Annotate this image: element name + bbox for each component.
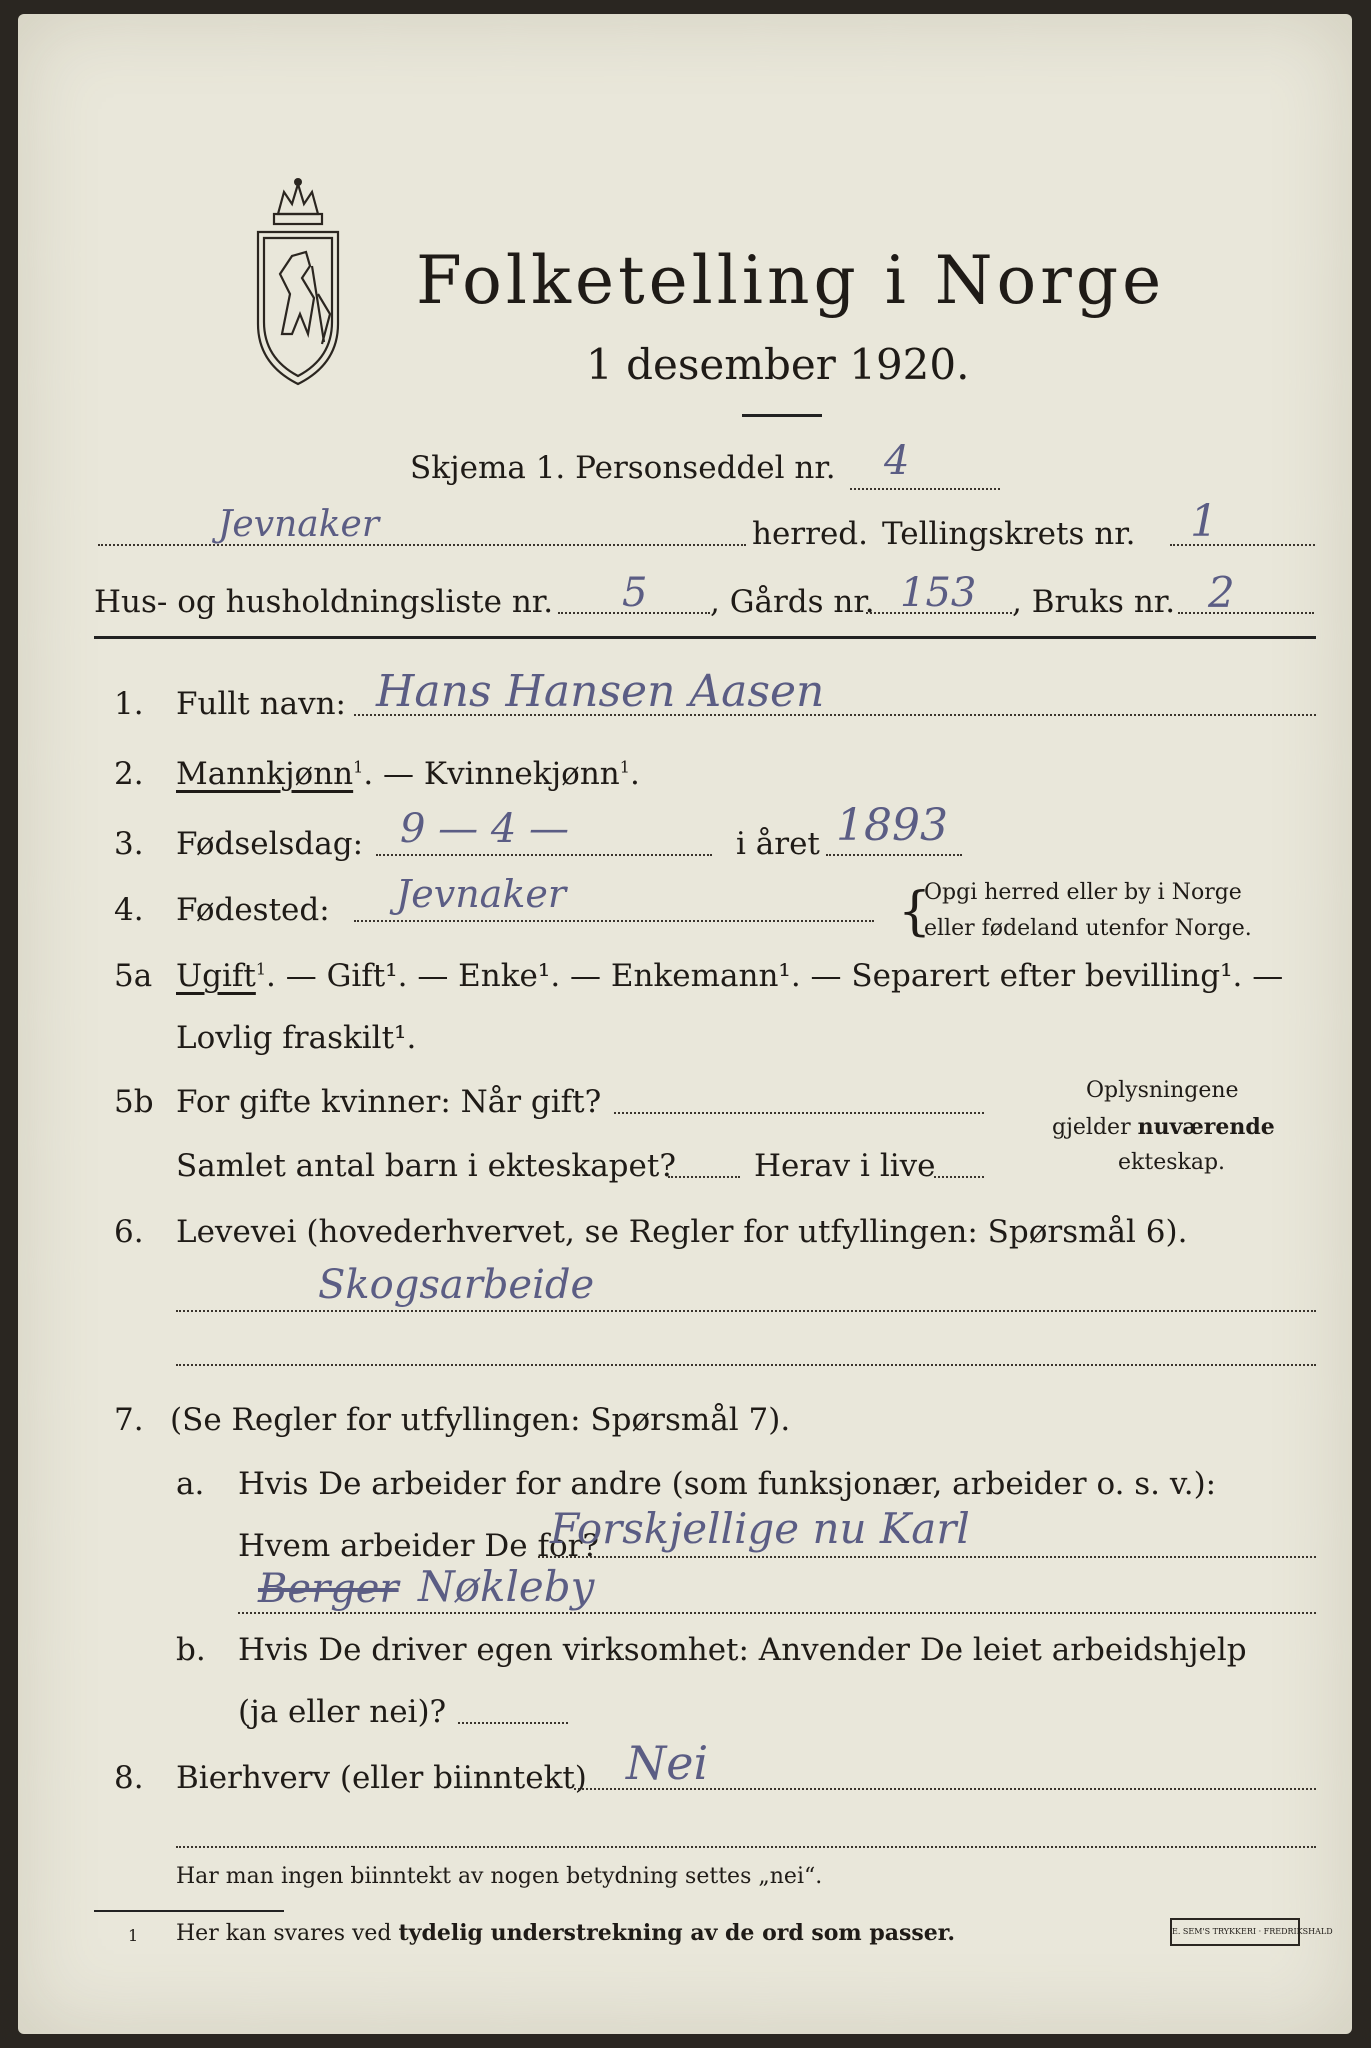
q7a-letter: a. bbox=[176, 1466, 205, 1502]
q5b-label3: Herav i live bbox=[754, 1148, 936, 1184]
q5b-number: 5b bbox=[114, 1084, 154, 1120]
birth-day-value[interactable]: 9 — 4 — bbox=[400, 806, 570, 852]
schema-number-line bbox=[850, 488, 1000, 490]
page-title: Folketelling i Norge bbox=[416, 242, 1166, 319]
tellingskrets-value[interactable]: 1 bbox=[1190, 496, 1218, 547]
municipality-line bbox=[98, 544, 746, 546]
secondary-income-value[interactable]: Nei bbox=[626, 1736, 709, 1790]
q7a-line1 bbox=[538, 1556, 1316, 1558]
q5b-note1: Oplysningene bbox=[1086, 1078, 1239, 1103]
q6-line2 bbox=[176, 1364, 1316, 1366]
q4-brace: { bbox=[898, 882, 932, 942]
q5b-alive-line bbox=[934, 1176, 984, 1178]
occupation-value[interactable]: Skogsarbeide bbox=[318, 1262, 595, 1308]
census-date: 1 desember 1920. bbox=[586, 340, 970, 389]
q4-note-line1: Opgi herred eller by i Norge bbox=[924, 880, 1242, 905]
footnote-text bbox=[176, 1920, 955, 1946]
q5a-line2[interactable]: Lovlig fraskilt¹. bbox=[176, 1020, 417, 1056]
q1-number: 1. bbox=[114, 686, 144, 722]
q7-number: 7. bbox=[114, 1402, 144, 1438]
q8-label: Bierhverv (eller biinntekt) bbox=[176, 1760, 587, 1796]
q4-number: 4. bbox=[114, 892, 144, 928]
gards-label: , Gårds nr. bbox=[710, 584, 875, 620]
q7b-question: (ja eller nei)? bbox=[238, 1694, 447, 1730]
q2-options: Mannkjønn$^1$. — Kvinnekjønn$^1$. bbox=[176, 756, 640, 792]
norwegian-coat-of-arms-icon bbox=[250, 174, 346, 390]
bruks-value[interactable]: 2 bbox=[1208, 568, 1235, 617]
printer-stamp: E. SEM'S TRYKKERI · FREDRIKSHALD bbox=[1170, 1918, 1300, 1946]
title-divider bbox=[742, 414, 822, 417]
footnote-mark: 1 bbox=[128, 1926, 139, 1945]
footer-note: Har man ingen biinntekt av nogen betydning settes „nei“. bbox=[176, 1864, 823, 1889]
q7a-line2 bbox=[238, 1612, 1316, 1614]
q2-number: 2. bbox=[114, 756, 144, 792]
q2-end: . bbox=[629, 756, 640, 792]
footnote-text-b: tydelig understrekning av de ord som passer. bbox=[398, 1920, 956, 1946]
q5b-note2 bbox=[1052, 1114, 1275, 1140]
q8-number: 8. bbox=[114, 1760, 144, 1796]
q3-label: Fødselsdag: bbox=[176, 826, 364, 862]
footnote-text-a: Her kan svares ved bbox=[176, 1921, 399, 1946]
q5a-number: 5a bbox=[114, 958, 153, 994]
q7b-line bbox=[458, 1722, 568, 1724]
birthplace-value[interactable]: Jevnaker bbox=[396, 872, 566, 916]
q3-number: 3. bbox=[114, 826, 144, 862]
q1-label: Fullt navn: bbox=[176, 686, 346, 722]
gards-value[interactable]: 153 bbox=[900, 570, 977, 616]
male-option[interactable]: Mannkjønn bbox=[176, 756, 354, 792]
household-list-value[interactable]: 5 bbox=[622, 570, 648, 616]
q7-label: (Se Regler for utfyllingen: Spørsmål 7). bbox=[170, 1402, 791, 1438]
header-separator bbox=[94, 636, 1316, 639]
q7a-text: Hvis De arbeider for andre (som funksjonær, arbeider o. s. v.): bbox=[238, 1466, 1217, 1502]
footer-line bbox=[176, 1846, 1316, 1848]
employer-struck-value: Berger bbox=[258, 1566, 399, 1612]
q7a-question: Hvem arbeider De for? bbox=[238, 1528, 600, 1564]
ugift-option[interactable]: Ugift bbox=[176, 958, 256, 994]
female-option[interactable]: Kvinnekjønn bbox=[423, 756, 620, 792]
q4-label: Fødested: bbox=[176, 892, 330, 928]
bruks-line bbox=[1178, 612, 1314, 614]
q5a-other-options[interactable]: . — Gift¹. — Enke¹. — Enkemann¹. — Separert efter bevilling¹. — bbox=[266, 958, 1284, 994]
employer-value-line1[interactable]: Forskjellige nu Karl bbox=[550, 1504, 970, 1553]
q5b-note2a: gjelder bbox=[1052, 1115, 1138, 1140]
q3-day-line bbox=[376, 854, 712, 856]
q6-label: Levevei (hovederhvervet, se Regler for utfyllingen: Spørsmål 6). bbox=[176, 1214, 1188, 1250]
tellingskrets-label: Tellingskrets nr. bbox=[882, 516, 1136, 552]
birth-year-value[interactable]: 1893 bbox=[836, 800, 948, 851]
q4-note-line2: eller fødeland utenfor Norge. bbox=[924, 916, 1252, 941]
q5b-note3: ekteskap. bbox=[1118, 1150, 1226, 1175]
personseddel-number[interactable]: 4 bbox=[884, 438, 910, 484]
q6-line1 bbox=[176, 1310, 1316, 1312]
schema-label: Skjema 1. Personseddel nr. bbox=[410, 450, 836, 486]
full-name-value[interactable]: Hans Hansen Aasen bbox=[376, 666, 825, 717]
household-list-label: Hus- og husholdningsliste nr. bbox=[94, 584, 554, 620]
q5b-label2: Samlet antal barn i ekteskapet? bbox=[176, 1148, 676, 1184]
q5a-options: Ugift$^1$. — Gift¹. — Enke¹. — Enkemann¹. — Separert efter bevilling¹. — bbox=[176, 958, 1284, 994]
herred-label: herred. bbox=[752, 516, 868, 552]
q5b-married-line bbox=[614, 1112, 984, 1114]
q7b-text: Hvis De driver egen virksomhet: Anvender De leiet arbeidshjelp bbox=[238, 1632, 1247, 1668]
q7b-letter: b. bbox=[176, 1632, 206, 1668]
q5b-children-line bbox=[668, 1176, 740, 1178]
q3-year-line bbox=[826, 854, 962, 856]
q3-year-label: i året bbox=[736, 826, 820, 862]
q2-separator: . — bbox=[363, 756, 424, 792]
q5b-label1: For gifte kvinner: Når gift? bbox=[176, 1084, 602, 1120]
footnote-rule bbox=[94, 1910, 284, 1912]
q4-line bbox=[354, 920, 874, 922]
q6-number: 6. bbox=[114, 1214, 144, 1250]
municipality-value[interactable]: Jevnaker bbox=[218, 504, 380, 545]
employer-value-line2[interactable]: Nøkleby bbox=[418, 1562, 595, 1611]
census-form-sheet bbox=[18, 14, 1352, 2034]
q5b-note2b: nuværende bbox=[1137, 1114, 1275, 1140]
bruks-label: , Bruks nr. bbox=[1012, 584, 1176, 620]
